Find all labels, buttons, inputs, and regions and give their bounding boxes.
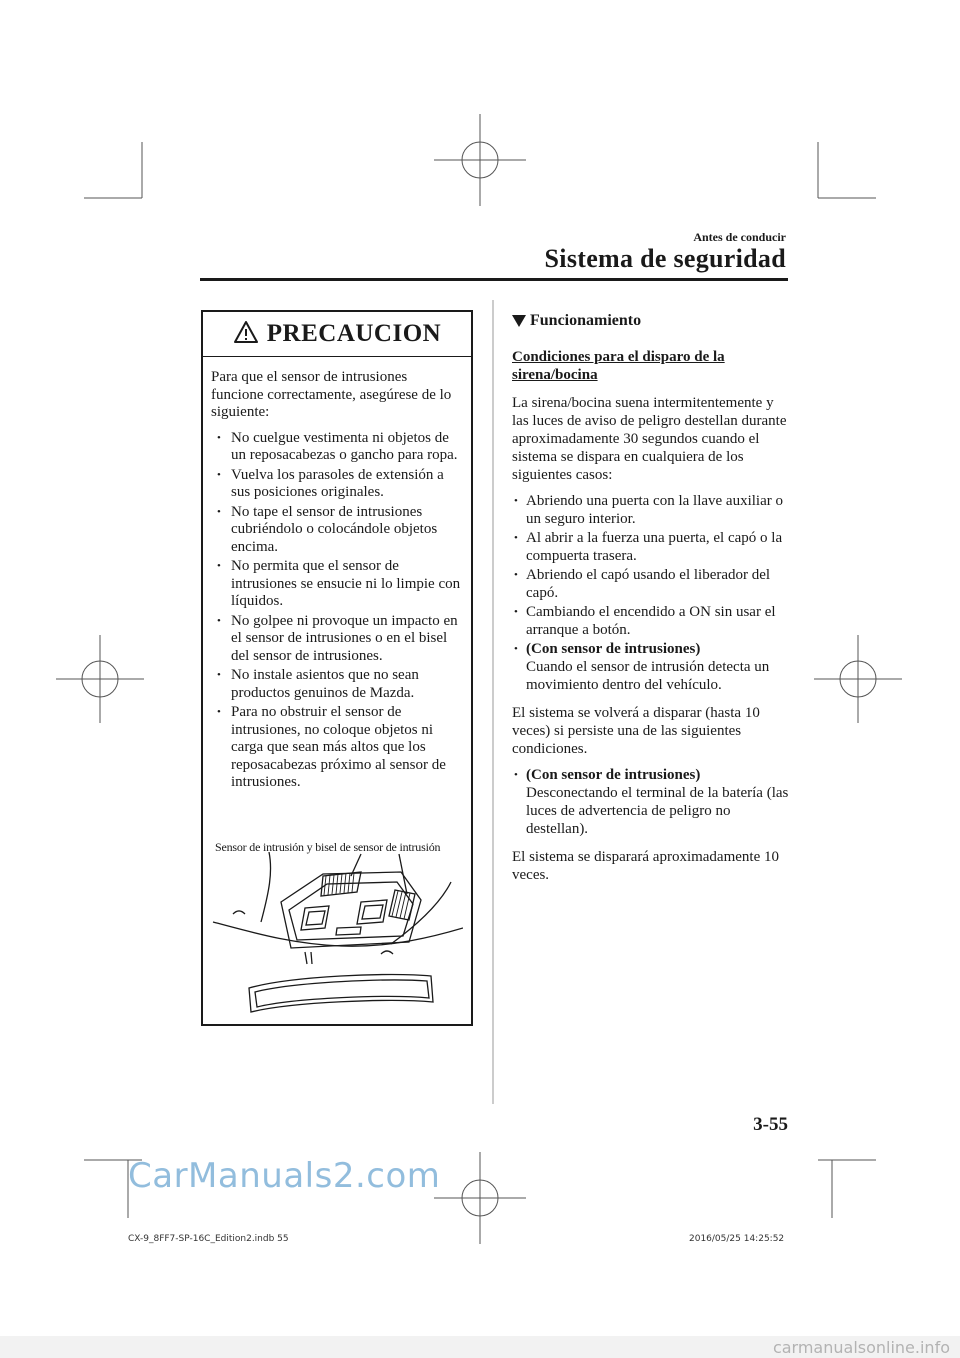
retrigger-list [512,766,792,838]
trigger-list [512,492,792,694]
footer-file: CX-9_8FF7-SP-16C_Edition2.indb 55 [128,1234,289,1244]
watermark: CarManuals2.com [128,1156,441,1196]
list-item: • Para no obstruir el sensor de intrusiones, no coloque objetos ni carga que sean más altos que los reposacabezas próximo al sensor de intrusiones. [211,704,463,792]
section-heading [512,312,792,330]
list-item: • No tape el sensor de intrusiones cubriéndolo o colocándole objetos encima. [211,504,463,557]
list-item-qualifier: (Con sensor de intrusiones) [526,767,701,783]
caution-header [203,312,471,357]
subheading: Condiciones para el disparo de la sirena/bocina [512,349,725,383]
list-item [512,603,792,639]
list-item [512,640,792,694]
page-number: 3-55 [753,1114,788,1135]
paragraph: El sistema se volverá a disparar (hasta 10 veces) si persiste una de las siguientes condiciones. [512,705,760,757]
warning-icon [233,320,259,349]
list-item [512,492,792,528]
list-item-text: Abriendo el capó usando el liberador del capó. [526,567,771,601]
caution-box [201,310,473,1026]
section-label: Antes de conducir [693,230,786,244]
caution-intro: Para que el sensor de intrusiones funcione correctamente, asegúrese de lo siguiente: [211,369,452,420]
list-item: • No permita que el sensor de intrusiones se ensucie ni lo limpie con líquidos. [211,558,463,611]
caution-list [211,430,463,792]
caution-title: PRECAUCION [266,320,442,347]
section-heading-text: Funcionamiento [530,312,642,329]
list-item: • No instale asientos que no sean productos genuinos de Mazda. [211,667,463,702]
header-rule [200,278,788,281]
site-link[interactable]: carmanualsonline.info [772,1338,950,1357]
list-item: • No cuelgue vestimenta ni objetos de un reposacabezas o gancho para ropa. [211,430,463,465]
list-item-text: Al abrir a la fuerza una puerta, el capó o la compuerta trasera. [526,530,783,564]
footer-date: 2016/05/25 14:25:52 [689,1234,785,1244]
list-item [512,529,792,565]
caution-body [203,357,471,792]
main-column [512,312,792,892]
list-item [512,566,792,602]
paragraph: La sirena/bocina suena intermitentemente y las luces de aviso de peligro destellan durante aproximadamente 30 segundos cuando el sistema se dispara en cualquiera de los siguientes casos: [512,395,787,483]
figure-caption: Sensor de intrusión y bisel de sensor de intrusión [215,840,441,854]
intrusion-sensor-illustration [211,852,463,1018]
list-item: • Vuelva los parasoles de extensión a sus posiciones originales. [211,467,463,502]
list-item-text: Cambiando el encendido a ON sin usar el arranque a botón. [526,604,776,638]
list-item-text: Desconectando el terminal de la batería (las luces de advertencia de peligro no destellan). [526,785,789,837]
page-title: Sistema de seguridad [544,244,786,273]
list-item-text: Cuando el sensor de intrusión detecta un movimiento dentro del vehículo. [526,659,770,693]
triangle-down-icon [512,315,526,327]
paragraph: El sistema se disparará aproximadamente 10 veces. [512,849,779,883]
list-item [512,766,792,838]
list-item-text: Abriendo una puerta con la llave auxiliar o un seguro interior. [526,493,783,527]
list-item-qualifier: (Con sensor de intrusiones) [526,641,701,657]
list-item: • No golpee ni provoque un impacto en el sensor de intrusiones o en el bisel del sensor de intrusiones. [211,613,463,666]
